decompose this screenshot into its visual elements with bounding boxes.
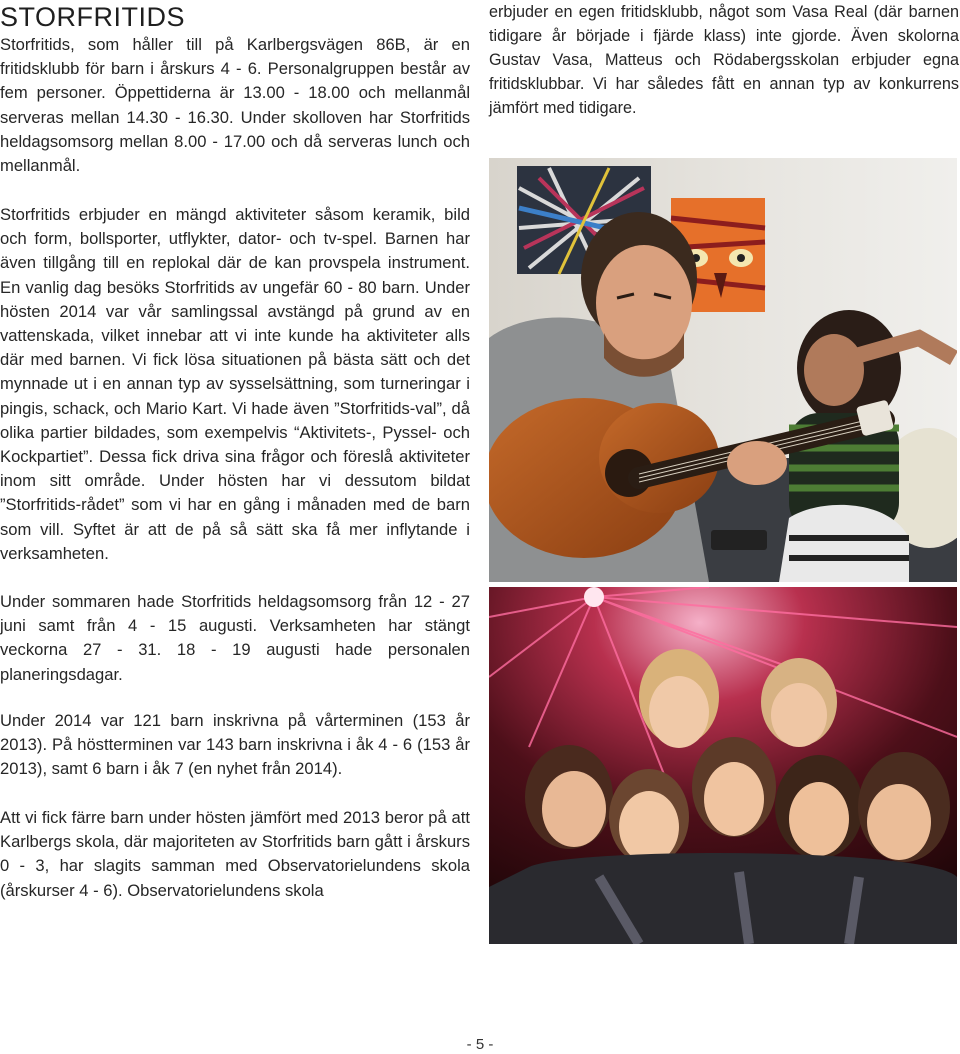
summer-paragraph: Under sommaren hade Storfritids heldagsomsorg från 12 - 27 juni samt från 4 - 15 augusti. Verksamheten har stängt veckorna 27 - 31. 18 - 19 augusti hade personalen planeringsdagar. xyxy=(0,592,470,684)
page-number: - 5 - xyxy=(466,1036,494,1053)
hand xyxy=(727,441,787,485)
enrollment-paragraph: Under 2014 var 121 barn inskrivna på vårterminen (153 år 2013). På höstterminen var 143 barn inskrivna i åk 4 - 6 (153 år 2013), samt 6 barn i åk 7 (en nyhet från 2014). xyxy=(0,711,470,779)
competition-paragraph: erbjuder en egen fritidsklubb, något som Vasa Real (där barnen tidigare år började i fjärde klass) inte gjorde. Även skolorna Gustav Vasa, Matteus och Rödabergsskolan erbjuder egna fritidsklubbar. Vi har således fått en annan typ av konkurrens jämfört med tidigare. xyxy=(489,3,959,117)
activities-paragraph: Storfritids erbjuder en mängd aktiviteter såsom keramik, bild och form, bollsporter, utflykter, dator- och tv-spel. Barnen har även tillgång till en replokal där de kan provspela instrument. En vanlig dag besöks Storfritids av ungefär 60 - 80 barn. Under hösten 2014 var vår samlingssal avstängd på grund av en vattenskada, vilket innebar att vi inte kunde ha aktiviteter alls där med barnen. Vi fick lösa situationen på bästa sätt och det mynnade ut i en annan typ av sysselsättning, som turneringar i pingis, schack, och Mario Kart. Vi hade även ”Storfritids-val”, då olika partier bildades, som exempelvis “Aktivitets-, Pyssel- och Kockpartiet”. Dessa fick driva sina frågor och föreslå aktiviteter inom sitt område. Under hösten har vi dessutom bildat ”Storfritids-rådet” som vi har en gång i månaden med de barn som vill. Syftet är att de på så sätt ska få mer inflytande i verksamheten. xyxy=(0,205,470,563)
disco-photo xyxy=(489,587,957,944)
light-source xyxy=(584,587,604,607)
decline-paragraph: Att vi fick färre barn under hösten jämfört med 2013 beror på att Karlbergs skola, där majoriteten av Storfritids barn gått i årskurs 0 - 3, har slagits samman med Observatorielundens skola (årskurser 4 - 6). Observatorielundens skola xyxy=(0,808,470,900)
phone xyxy=(711,530,767,550)
page-title: STORFRITIDS xyxy=(0,2,186,32)
left-column xyxy=(0,0,470,900)
guitar-photo xyxy=(489,158,957,582)
intro-paragraph: Storfritids, som håller till på Karlbergsvägen 86B, är en fritidsklubb för barn i årskurs 4 - 6. Personalgruppen består av fem personer. Öppettiderna är 13.00 - 18.00 och mellanmål serveras mellan 14.30 - 16.30. Under skolloven har Storfritids heldagsomsorg mellan 8.00 - 17.00 och då serveras lunch och mellanmål. xyxy=(0,35,470,176)
